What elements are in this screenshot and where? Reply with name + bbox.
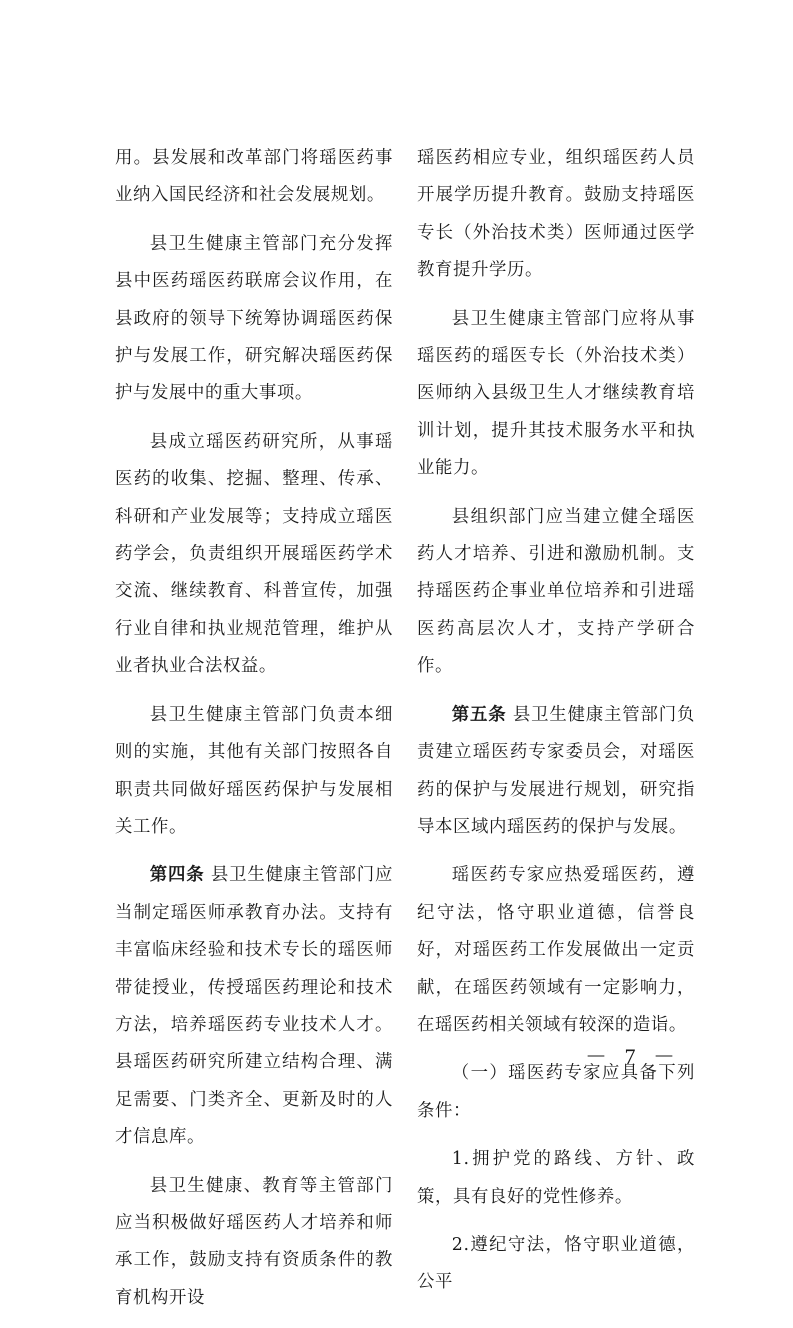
article-paragraph	[115, 857, 393, 1156]
article-text: 县卫生健康主管部门应当制定瑶医师承教育办法。支持有丰富临床经验和技术专长的瑶医师带徒授业，传授瑶医药理论和技术方法，培养瑶医药专业技术人才。县瑶医药研究所建立结构合理、满足需要、门类齐全、更新及时的人才信息库。	[115, 865, 393, 1148]
paragraph: 县成立瑶医药研究所，从事瑶医药的收集、挖掘、整理、传承、科研和产业发展等；支持成立瑶医药学会，负责组织开展瑶医药学术交流、继续教育、科普宣传，加强行业自律和执业规范管理，维护从业者执业合法权益。	[115, 431, 393, 677]
paragraph: 瑶医药相应专业，组织瑶医药人员开展学历提升教育。鼓励支持瑶医专长（外治技术类）医师通过医学教育提升学历。	[417, 148, 695, 281]
paragraph: 县组织部门应当建立健全瑶医药人才培养、引进和激励机制。支持瑶医药企事业单位培养和引进瑶医药高层次人才，支持产学研合作。	[417, 506, 695, 677]
article-heading: 第四条	[149, 865, 205, 886]
left-column	[115, 140, 393, 1328]
page-number: － 7 －	[584, 1044, 681, 1069]
article-paragraph	[417, 697, 695, 847]
paragraph: 用。县发展和改革部门将瑶医药事业纳入国民经济和社会发展规划。	[115, 148, 393, 206]
paragraph: （一）瑶医药专家应具备下列条件：	[417, 1063, 695, 1121]
paragraph: 县卫生健康、教育等主管部门应当积极做好瑶医药人才培养和师承工作，鼓励支持有资质条件的教育机构开设	[115, 1175, 393, 1308]
paragraph: 县卫生健康主管部门充分发挥县中医药瑶医药联席会议作用，在县政府的领导下统筹协调瑶医药保护与发展工作，研究解决瑶医药保护与发展中的重大事项。	[115, 233, 393, 404]
list-item: 1.拥护党的路线、方针、政策，具有良好的党性修养。	[417, 1149, 695, 1207]
paragraph: 县卫生健康主管部门应将从事瑶医药的瑶医专长（外治技术类）医师纳入县级卫生人才继续教育培训计划，提升其技术服务水平和执业能力。	[417, 308, 695, 479]
paragraph: 瑶医药专家应热爱瑶医药，遵纪守法，恪守职业道德，信誉良好，对瑶医药工作发展做出一定贡献，在瑶医药领域有一定影响力，在瑶医药相关领域有较深的造诣。	[417, 865, 695, 1035]
right-column	[417, 140, 695, 1313]
paragraph: 县卫生健康主管部门负责本细则的实施，其他有关部门按照各自职责共同做好瑶医药保护与发展相关工作。	[115, 704, 393, 837]
article-text: 县卫生健康主管部门负责建立瑶医药专家委员会，对瑶医药的保护与发展进行规划，研究指导本区域内瑶医药的保护与发展。	[417, 704, 695, 837]
article-heading: 第五条	[451, 704, 507, 725]
list-item: 2.遵纪守法，恪守职业道德，公平	[417, 1234, 695, 1293]
